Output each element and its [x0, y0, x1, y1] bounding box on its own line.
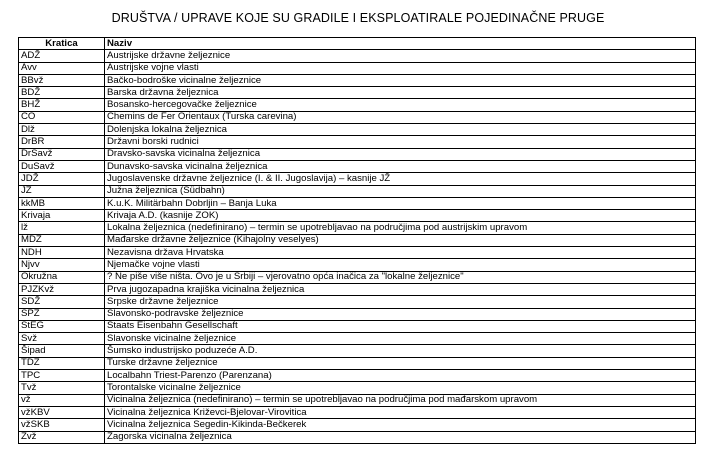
name-cell: Vicinalna željeznica Segedin-Kikinda-Bečkerek — [105, 419, 696, 431]
table-row — [19, 210, 696, 222]
name-cell: Jugoslavenske državne željeznice (I. & II. Jugoslavija) – kasnije JŽ — [105, 173, 696, 185]
name-cell: Krivaja A.D. (kasnije ZOK) — [105, 210, 696, 222]
abbreviation-cell: lž — [19, 222, 105, 234]
table-row — [19, 124, 696, 136]
table-row — [19, 406, 696, 418]
table-row — [19, 382, 696, 394]
name-cell: Šumsko industrijsko poduzeće A.D. — [105, 345, 696, 357]
abbreviation-cell: Avv — [19, 62, 105, 74]
name-cell: Turske državne željeznice — [105, 357, 696, 369]
page-title: DRUŠTVA / UPRAVE KOJE SU GRADILE I EKSPLOATIRALE POJEDINAČNE PRUGE — [111, 11, 605, 25]
abbreviation-cell: vž — [19, 394, 105, 406]
header-abbreviation: Kratica — [19, 38, 105, 50]
table-row — [19, 394, 696, 406]
table-row — [19, 148, 696, 160]
table-row — [19, 431, 696, 443]
name-cell: Austrijske vojne vlasti — [105, 62, 696, 74]
name-cell: Južna željeznica (Südbahn) — [105, 185, 696, 197]
table-row — [19, 370, 696, 382]
table-row — [19, 222, 696, 234]
abbreviation-cell: vžKBV — [19, 406, 105, 418]
table-row — [19, 333, 696, 345]
abbreviation-cell: StEG — [19, 320, 105, 332]
abbreviation-cell: DrSavž — [19, 148, 105, 160]
abbreviation-cell: JDŽ — [19, 173, 105, 185]
name-cell: Austrijske državne željeznice — [105, 50, 696, 62]
table-row — [19, 74, 696, 86]
table-row — [19, 234, 696, 246]
table-row — [19, 50, 696, 62]
abbreviation-cell: Zvž — [19, 431, 105, 443]
name-cell: Prva jugozapadna krajiška vicinalna željeznica — [105, 283, 696, 295]
abbreviation-cell: SDŽ — [19, 296, 105, 308]
table-row — [19, 247, 696, 259]
abbreviation-cell: TDŽ — [19, 357, 105, 369]
abbreviation-cell: CO — [19, 111, 105, 123]
name-cell: Srpske državne željeznice — [105, 296, 696, 308]
table-row — [19, 357, 696, 369]
abbreviation-cell: JŽ — [19, 185, 105, 197]
abbreviation-cell: BDŽ — [19, 87, 105, 99]
abbreviation-cell: DuSavž — [19, 160, 105, 172]
abbreviation-cell: SPŽ — [19, 308, 105, 320]
name-cell: Chemins de Fer Orientaux (Turska carevina) — [105, 111, 696, 123]
abbreviation-cell: Tvž — [19, 382, 105, 394]
table-row — [19, 173, 696, 185]
name-cell: Slavonsko-podravske željeznice — [105, 308, 696, 320]
table-row — [19, 111, 696, 123]
table-row — [19, 419, 696, 431]
name-cell: Lokalna željeznica (nedefinirano) – termin se upotrebljavao na područjima pod austrijskim upravom — [105, 222, 696, 234]
table-row — [19, 197, 696, 209]
table-row — [19, 136, 696, 148]
name-cell: K.u.K. Militärbahn Dobrljin – Banja Luka — [105, 197, 696, 209]
abbreviation-cell: Svž — [19, 333, 105, 345]
table-row — [19, 185, 696, 197]
table-row — [19, 283, 696, 295]
railway-companies-table — [18, 37, 696, 444]
table-row — [19, 259, 696, 271]
abbreviation-cell: vžSKB — [19, 419, 105, 431]
abbreviation-cell: Njvv — [19, 259, 105, 271]
name-cell: Nezavisna država Hrvatska — [105, 247, 696, 259]
name-cell: Vicinalna željeznica (nedefinirano) – termin se upotrebljavao na područjima pod mađarskom upravom — [105, 394, 696, 406]
name-cell: Staats Eisenbahn Gesellschaft — [105, 320, 696, 332]
name-cell: Slavonske vicinalne željeznice — [105, 333, 696, 345]
name-cell: Barska državna željeznica — [105, 87, 696, 99]
name-cell: Vicinalna željeznica Križevci-Bjelovar-Virovitica — [105, 406, 696, 418]
abbreviation-cell: NDH — [19, 247, 105, 259]
name-cell: Bosansko-hercegovačke željeznice — [105, 99, 696, 111]
abbreviation-cell: Krivaja — [19, 210, 105, 222]
abbreviation-cell: ADŽ — [19, 50, 105, 62]
table-row — [19, 271, 696, 283]
name-cell: Njemačke vojne vlasti — [105, 259, 696, 271]
table-row — [19, 99, 696, 111]
abbreviation-cell: MDŽ — [19, 234, 105, 246]
abbreviation-cell: Okružna — [19, 271, 105, 283]
table-row — [19, 308, 696, 320]
name-cell: Dolenjska lokalna željeznica — [105, 124, 696, 136]
table-row — [19, 345, 696, 357]
name-cell: Torontalske vicinalne željeznice — [105, 382, 696, 394]
name-cell: ? Ne piše više ništa. Ovo je u Srbiji – vjerovatno opća inačica za "lokalne željeznice" — [105, 271, 696, 283]
abbreviation-cell: BBvž — [19, 74, 105, 86]
abbreviation-cell: PJZKvž — [19, 283, 105, 295]
name-cell: Mađarske državne željeznice (Kihajolny veselyes) — [105, 234, 696, 246]
abbreviation-cell: Dlž — [19, 124, 105, 136]
abbreviation-cell: DrBR — [19, 136, 105, 148]
name-cell: Dunavsko-savska vicinalna željeznica — [105, 160, 696, 172]
table-row — [19, 62, 696, 74]
name-cell: Državni borski rudnici — [105, 136, 696, 148]
abbreviation-cell: Šipad — [19, 345, 105, 357]
name-cell: Dravsko-savska vicinalna željeznica — [105, 148, 696, 160]
name-cell: Zagorska vicinalna željeznica — [105, 431, 696, 443]
abbreviation-cell: kkMB — [19, 197, 105, 209]
header-name: Naziv — [105, 38, 696, 50]
table-header-row — [19, 38, 696, 50]
table-row — [19, 160, 696, 172]
abbreviation-cell: TPC — [19, 370, 105, 382]
name-cell: Bačko-bodroške vicinalne željeznice — [105, 74, 696, 86]
table-row — [19, 320, 696, 332]
name-cell: Localbahn Triest-Parenzo (Parenzana) — [105, 370, 696, 382]
table-row — [19, 87, 696, 99]
table-row — [19, 296, 696, 308]
abbreviation-cell: BHŽ — [19, 99, 105, 111]
